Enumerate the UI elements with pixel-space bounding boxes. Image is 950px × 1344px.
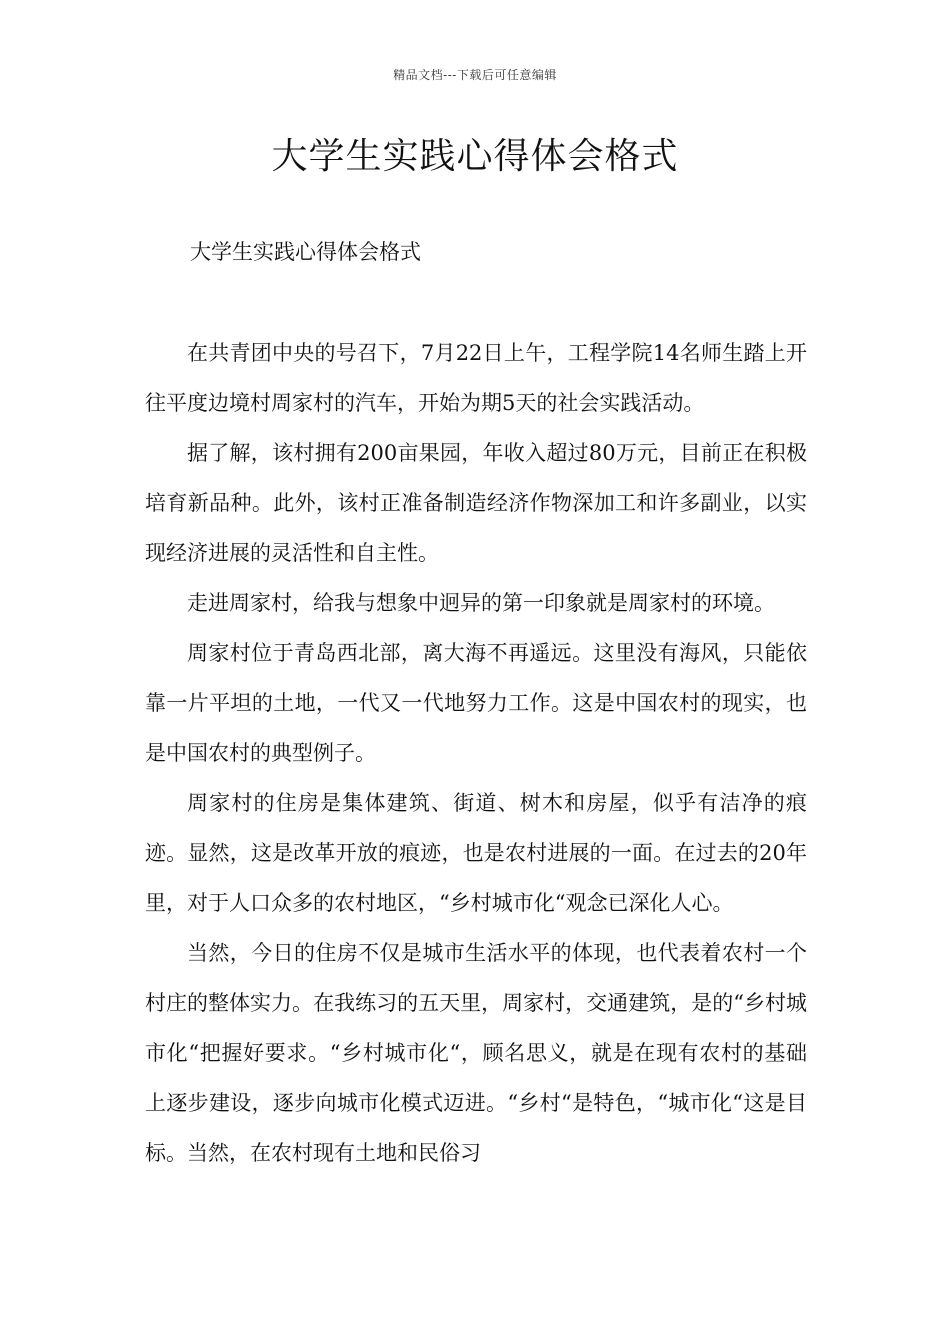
header-note: 精品文档---下载后可任意编辑 <box>393 68 557 82</box>
document-title: 大学生实践心得体会格式 <box>271 136 679 177</box>
document-subtitle: 大学生实践心得体会格式 <box>190 240 421 264</box>
paragraph: 在共青团中央的号召下，7月22日上午，工程学院14名师生踏上开往平度边境村周家村的汽车，开始为期5天的社会实践活动。 <box>145 341 807 415</box>
paragraph: 走进周家村，给我与想象中迥异的第一印象就是周家村的环境。 <box>187 591 775 615</box>
document-body <box>145 328 807 1178</box>
paragraph: 据了解，该村拥有200亩果园，年收入超过80万元，目前正在积极培育新品种。此外，该村正准备制造经济作物深加工和许多副业，以实现经济进展的灵活性和自主性。 <box>145 441 807 565</box>
paragraph: 当然，今日的住房不仅是城市生活水平的体现，也代表着农村一个村庄的整体实力。在我练习的五天里，周家村，交通建筑，是的“乡村城市化“把握好要求。“乡村城市化“，顾名思义，就是在现有农村的基础上逐步建设，逐步向城市化模式迈进。“乡村“是特色，“城市化“这是目标。当然，在农村现有土地和民俗习 <box>145 941 807 1165</box>
paragraph: 周家村位于青岛西北部，离大海不再遥远。这里没有海风，只能依靠一片平坦的土地，一代又一代地努力工作。这是中国农村的现实，也是中国农村的典型例子。 <box>145 641 807 765</box>
paragraph: 周家村的住房是集体建筑、街道、树木和房屋，似乎有洁净的痕迹。显然，这是改革开放的痕迹，也是农村进展的一面。在过去的20年里，对于人口众多的农村地区，“乡村城市化“观念已深化人心。 <box>145 791 807 915</box>
